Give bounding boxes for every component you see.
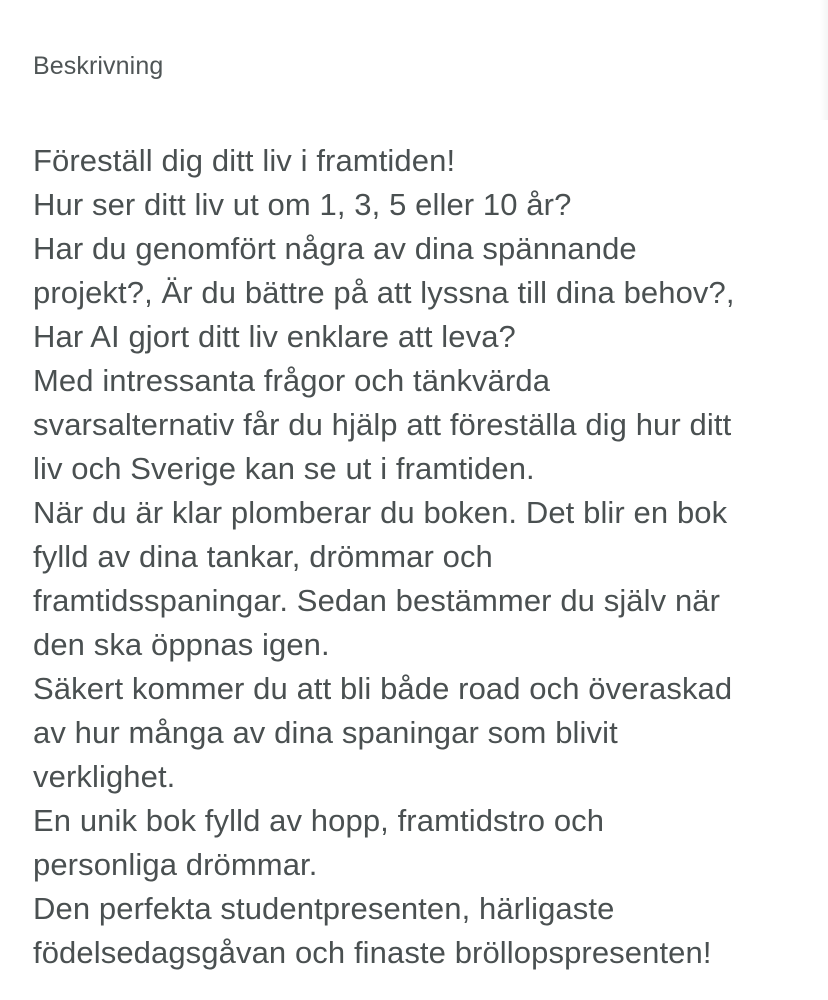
section-heading: Beskrivning: [33, 52, 164, 80]
description-line: Föreställ dig ditt liv i framtiden!: [33, 143, 456, 178]
description-line: När du är klar plomberar du boken. Det blir en bok: [33, 495, 728, 530]
description-line: Med intressanta frågor och tänkvärda: [33, 363, 551, 398]
description-line: liv och Sverige kan se ut i framtiden.: [33, 451, 535, 486]
description-text: [33, 139, 823, 975]
description-line: framtidsspaningar. Sedan bestämmer du själv när: [33, 583, 721, 618]
description-line: Har AI gjort ditt liv enklare att leva?: [33, 319, 516, 354]
description-line: projekt?, Är du bättre på att lyssna till dina behov?,: [33, 275, 735, 310]
description-line: svarsalternativ får du hjälp att föreställa dig hur ditt: [33, 407, 732, 442]
description-line: verklighet.: [33, 759, 176, 794]
description-line: En unik bok fylld av hopp, framtidstro och: [33, 803, 605, 838]
description-line: födelsedagsgåvan och finaste bröllopspresenten!: [33, 935, 712, 970]
description-line: av hur många av dina spaningar som blivit: [33, 715, 618, 750]
description-line: den ska öppnas igen.: [33, 627, 330, 662]
description-line: Säkert kommer du att bli både road och överaskad: [33, 671, 733, 706]
description-line: Har du genomfört några av dina spännande: [33, 231, 637, 266]
description-line: personliga drömmar.: [33, 847, 318, 882]
description-section: [33, 48, 823, 975]
description-line: fylld av dina tankar, drömmar och: [33, 539, 493, 574]
description-line: Hur ser ditt liv ut om 1, 3, 5 eller 10 år?: [33, 187, 572, 222]
description-line: Den perfekta studentpresenten, härligaste: [33, 891, 615, 926]
